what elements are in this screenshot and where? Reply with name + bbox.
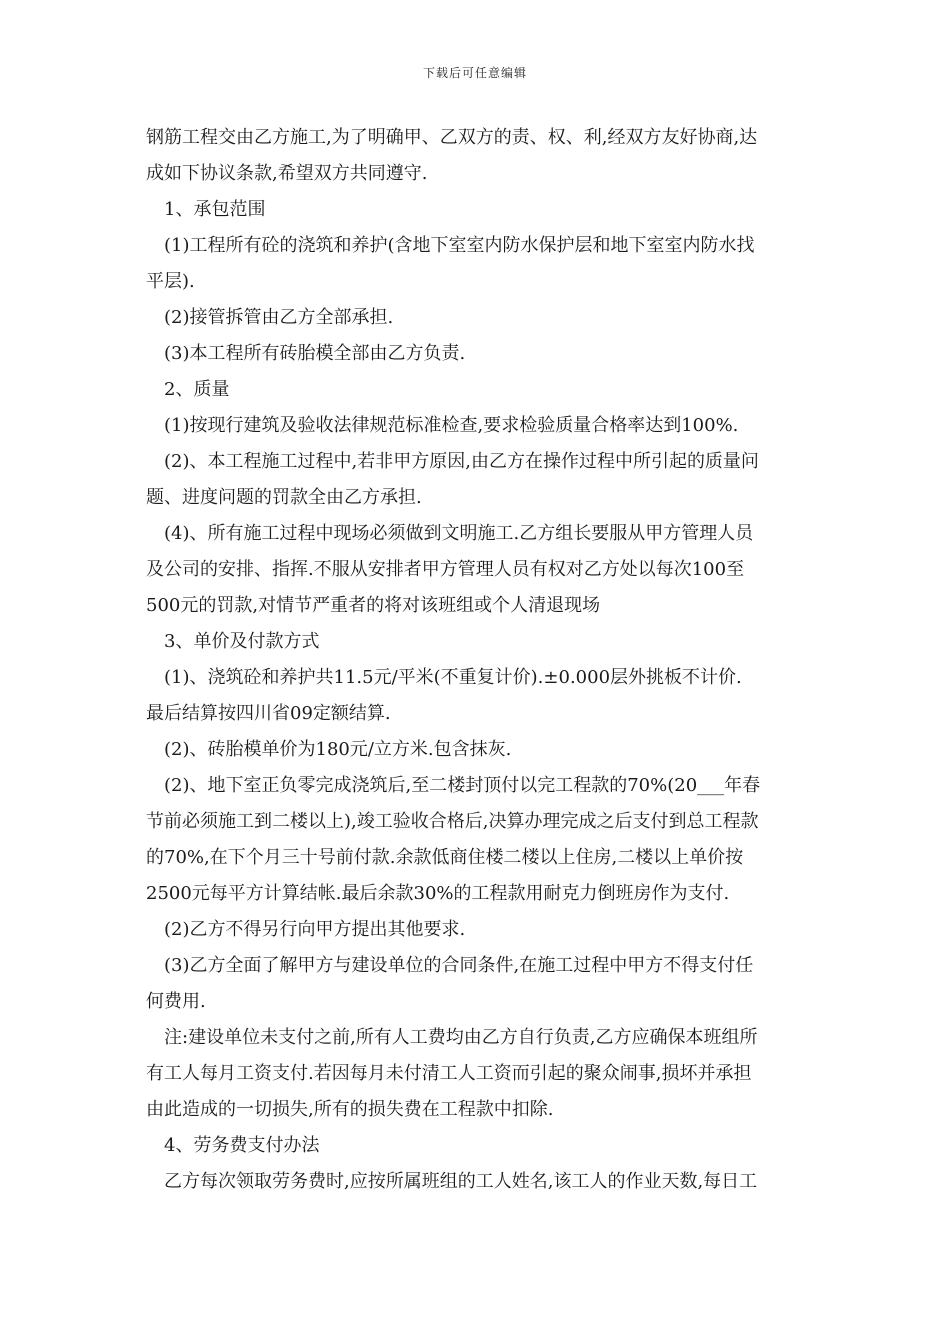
paragraph-line: (2)乙方不得另行向甲方提出其他要求. bbox=[164, 919, 466, 940]
page-header-note: 下载后可任意编辑 bbox=[422, 66, 527, 80]
paragraph-line: (1)、浇筑砼和养护共11.5元/平米(不重复计价).±0.000层外挑板不计价. bbox=[164, 667, 742, 688]
paragraph-line: 1、承包范围 bbox=[164, 199, 266, 220]
paragraph-line: 的70%,在下个月三十号前付款.余款低商住楼二楼以上住房,二楼以上单价按 bbox=[146, 847, 744, 868]
paragraph-line: 何费用. bbox=[146, 991, 206, 1012]
document-body bbox=[146, 120, 816, 1200]
paragraph-line: (2)、地下室正负零完成浇筑后,至二楼封顶付以完工程款的70%(20___年春 bbox=[164, 775, 761, 796]
paragraph-line: 500元的罚款,对情节严重者的将对该班组或个人清退现场 bbox=[146, 595, 601, 616]
paragraph-line: (2)、本工程施工过程中,若非甲方原因,由乙方在操作过程中所引起的质量问 bbox=[164, 451, 759, 472]
paragraph-line: (1)按现行建筑及验收法律规范标准检查,要求检验质量合格率达到100%. bbox=[164, 415, 739, 436]
paragraph-line: 4、劳务费支付办法 bbox=[164, 1135, 320, 1156]
paragraph-line: 成如下协议条款,希望双方共同遵守. bbox=[146, 163, 428, 184]
paragraph-line: 由此造成的一切损失,所有的损失费在工程款中扣除. bbox=[146, 1099, 554, 1120]
paragraph-line: 节前必须施工到二楼以上),竣工验收合格后,决算办理完成之后支付到总工程款 bbox=[146, 811, 759, 832]
paragraph-line: 有工人每月工资支付.若因每月未付清工人工资而引起的聚众闹事,损坏并承担 bbox=[146, 1063, 752, 1084]
paragraph-line: 3、单价及付款方式 bbox=[164, 631, 320, 652]
paragraph-line: 乙方每次领取劳务费时,应按所属班组的工人姓名,该工人的作业天数,每日工 bbox=[164, 1171, 758, 1192]
paragraph-line: 2500元每平方计算结帐.最后余款30%的工程款用耐克力倒班房作为支付. bbox=[146, 883, 730, 904]
paragraph-line: (3)本工程所有砖胎模全部由乙方负责. bbox=[164, 343, 466, 364]
paragraph-line: (1)工程所有砼的浇筑和养护(含地下室室内防水保护层和地下室室内防水找 bbox=[164, 235, 755, 256]
paragraph-line: 及公司的安排、指挥.不服从安排者甲方管理人员有权对乙方处以每次100至 bbox=[146, 559, 745, 580]
paragraph-line: 最后结算按四川省09定额结算. bbox=[146, 703, 391, 724]
paragraph-line: 钢筋工程交由乙方施工,为了明确甲、乙双方的责、权、利,经双方友好协商,达 bbox=[146, 127, 758, 148]
paragraph-line: 2、质量 bbox=[164, 379, 230, 400]
paragraph-line: 注:建设单位未支付之前,所有人工费均由乙方自行负责,乙方应确保本班组所 bbox=[164, 1027, 758, 1048]
paragraph-line: (2)接管拆管由乙方全部承担. bbox=[164, 307, 394, 328]
paragraph-line: (2)、砖胎模单价为180元/立方米.包含抹灰. bbox=[164, 739, 512, 760]
paragraph-line: (3)乙方全面了解甲方与建设单位的合同条件,在施工过程中甲方不得支付任 bbox=[164, 955, 754, 976]
paragraph-line: (4)、所有施工过程中现场必须做到文明施工.乙方组长要服从甲方管理人员 bbox=[164, 523, 754, 544]
paragraph-line: 平层). bbox=[146, 271, 195, 292]
paragraph-line: 题、进度问题的罚款全由乙方承担. bbox=[146, 487, 422, 508]
